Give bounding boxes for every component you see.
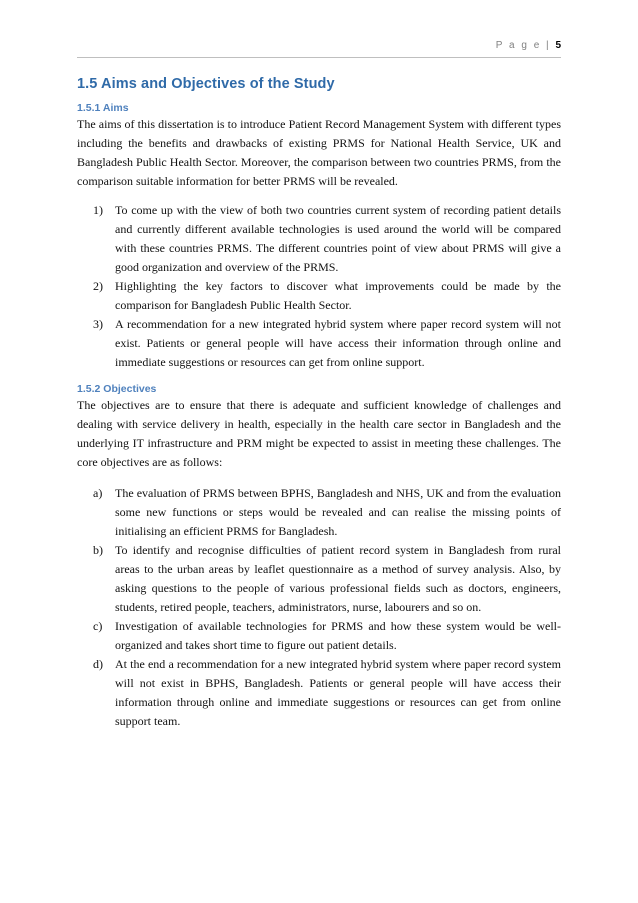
page-number: 5 <box>555 40 561 51</box>
list-item <box>77 315 561 372</box>
list-item-text: To come up with the view of both two countries current system of recording patient details and currently different available technologies is used around the world will be compared with these countries PRMS. The different countries point of view about PRMS will give a good organization and overview of the PRMS. <box>115 203 561 274</box>
list-item <box>77 484 561 541</box>
list-item-text: The evaluation of PRMS between BPHS, Bangladesh and NHS, UK and from the evaluation some new functions or steps would be revealed and can realise the missing points of initialising an efficient PRMS for Bangladesh. <box>115 486 561 538</box>
list-marker: 2) <box>93 279 103 293</box>
list-marker: d) <box>93 657 103 671</box>
list-marker: a) <box>93 486 103 500</box>
list-item-text: To identify and recognise difficulties of patient record system in Bangladesh from rural areas to the urban areas by leaflet questionnaire as a method of survey analysis. Also, by asking questions to the people of various professional fields such as doctors, engineers, students, retired people, teachers, administrators, nurse, labourers and so on. <box>115 543 561 614</box>
page-label: P a g e <box>495 40 542 51</box>
list-item <box>77 655 561 731</box>
aims-heading: 1.5.1 Aims <box>77 102 129 114</box>
list-item-text: A recommendation for a new integrated hybrid system where paper record system will not exist. Patients or general people will have access their information through online and immediate suggestions or resources can get from online support. <box>115 317 561 369</box>
list-marker: c) <box>93 619 103 633</box>
header-rule <box>77 57 561 58</box>
list-item <box>77 277 561 315</box>
section-title: 1.5 Aims and Objectives of the Study <box>77 76 335 92</box>
list-marker: b) <box>93 543 103 557</box>
aims-paragraph: The aims of this dissertation is to introduce Patient Record Management System with different types including the benefits and drawbacks of existing PRMS for National Health Service, UK and Bangladesh Public Health Sector. Moreover, the comparison between two countries PRMS, from the comparison suitable information for better PRMS will be revealed. <box>77 117 561 188</box>
list-item <box>77 617 561 655</box>
list-item-text: At the end a recommendation for a new integrated hybrid system where paper record system will not exist in BPHS, Bangladesh. Patients or general people will have access their information through online and immediate suggestions or resources can get from online support team. <box>115 657 561 728</box>
list-marker: 3) <box>93 317 103 331</box>
page-header <box>77 40 561 51</box>
objectives-paragraph: The objectives are to ensure that there is adequate and sufficient knowledge of challenges and dealing with service delivery in health, especially in the health care sector in Bangladesh and the underlying IT infrastructure and PRM might be expected to assist in meeting these challenges. The core objectives are as follows: <box>77 398 561 469</box>
list-item <box>77 201 561 277</box>
objectives-list <box>77 484 561 731</box>
document-body <box>77 76 561 731</box>
list-item-text: Investigation of available technologies for PRMS and how these system would be well-organized and takes short time to figure out patient details. <box>115 619 561 652</box>
list-item-text: Highlighting the key factors to discover what improvements could be made by the comparison for Bangladesh Public Health Sector. <box>115 279 561 312</box>
objectives-heading: 1.5.2 Objectives <box>77 383 157 395</box>
aims-list <box>77 201 561 372</box>
page-separator: | <box>546 40 551 51</box>
list-marker: 1) <box>93 203 103 217</box>
list-item <box>77 541 561 617</box>
